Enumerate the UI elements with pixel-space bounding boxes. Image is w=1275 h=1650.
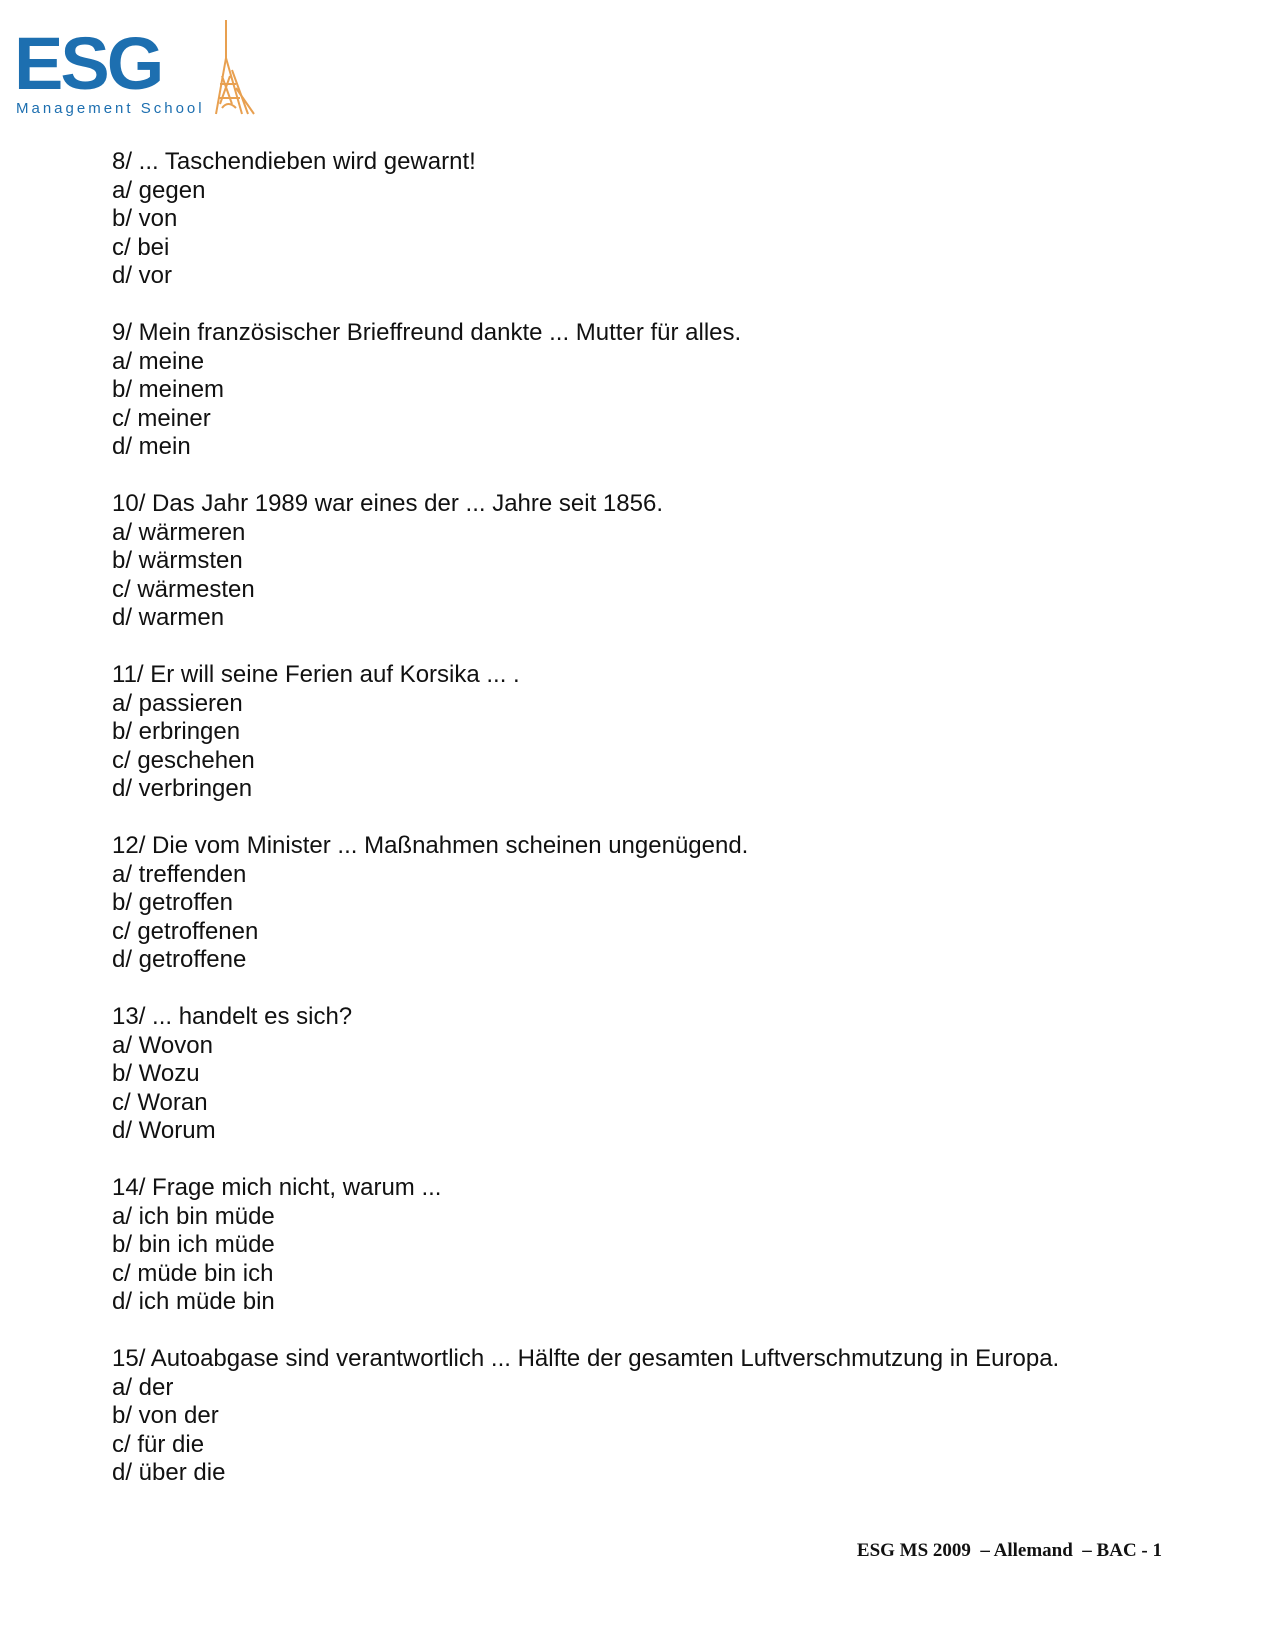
answer-option: a/ gegen: [112, 176, 206, 204]
answer-option: a/ der: [112, 1373, 174, 1401]
answer-option: c/ meiner: [112, 404, 211, 432]
question-text: 9/ Mein französischer Brieffreund dankte ... Mutter für alles.: [112, 319, 742, 346]
answer-option: a/ treffenden: [112, 860, 247, 888]
answer-option: b/ getroffen: [112, 889, 233, 916]
answer-option: d/ verbringen: [112, 775, 253, 802]
answer-option: d/ vor: [112, 262, 173, 289]
answer-option: c/ wärmesten: [112, 575, 255, 603]
question-text: 12/ Die vom Minister ... Maßnahmen scheinen ungenügend.: [112, 832, 749, 859]
question-text: 14/ Frage mich nicht, warum ...: [112, 1174, 442, 1201]
eiffel-tower-icon: [214, 18, 262, 118]
answer-option: d/ getroffene: [112, 946, 247, 973]
answer-option: a/ wärmeren: [112, 518, 246, 546]
question-block: [112, 490, 1172, 633]
esg-logo: [14, 18, 254, 122]
question-text: 13/ ... handelt es sich?: [112, 1003, 353, 1030]
answer-option: a/ ich bin müde: [112, 1202, 275, 1230]
answer-option: d/ mein: [112, 433, 191, 460]
answer-option: d/ über die: [112, 1459, 226, 1486]
question-text: 11/ Er will seine Ferien auf Korsika ... .: [112, 661, 520, 688]
question-list: [112, 148, 1172, 1516]
answer-option: d/ ich müde bin: [112, 1288, 275, 1315]
answer-option: b/ von: [112, 205, 178, 232]
question-block: [112, 319, 1172, 462]
answer-option: c/ für die: [112, 1430, 205, 1458]
answer-option: a/ meine: [112, 347, 205, 375]
answer-option: b/ von der: [112, 1402, 219, 1429]
answer-option: c/ müde bin ich: [112, 1259, 274, 1287]
question-text: 8/ ... Taschendieben wird gewarnt!: [112, 148, 476, 175]
answer-option: c/ bei: [112, 233, 170, 261]
answer-option: c/ Woran: [112, 1088, 208, 1116]
answer-option: d/ Worum: [112, 1117, 216, 1144]
answer-option: b/ Wozu: [112, 1060, 200, 1087]
logo-subtitle: Management School: [16, 100, 205, 117]
answer-option: b/ meinem: [112, 376, 225, 403]
question-block: [112, 148, 1172, 291]
question-block: [112, 1174, 1172, 1317]
question-block: [112, 1345, 1172, 1488]
answer-option: b/ wärmsten: [112, 547, 243, 574]
answer-option: a/ passieren: [112, 689, 243, 717]
answer-option: b/ erbringen: [112, 718, 241, 745]
question-block: [112, 661, 1172, 804]
answer-option: a/ Wovon: [112, 1031, 213, 1059]
page-footer: ESG MS 2009 – Allemand – BAC - 1: [856, 1540, 1162, 1561]
answer-option: c/ geschehen: [112, 746, 255, 774]
answer-option: c/ getroffenen: [112, 917, 259, 945]
answer-option: d/ warmen: [112, 604, 225, 631]
question-block: [112, 1003, 1172, 1146]
question-text: 15/ Autoabgase sind verantwortlich ... Hälfte der gesamten Luftverschmutzung in Europa.: [112, 1345, 1060, 1372]
answer-option: b/ bin ich müde: [112, 1231, 275, 1258]
logo-title: ESG: [14, 22, 162, 105]
question-text: 10/ Das Jahr 1989 war eines der ... Jahre seit 1856.: [112, 490, 663, 517]
question-block: [112, 832, 1172, 975]
